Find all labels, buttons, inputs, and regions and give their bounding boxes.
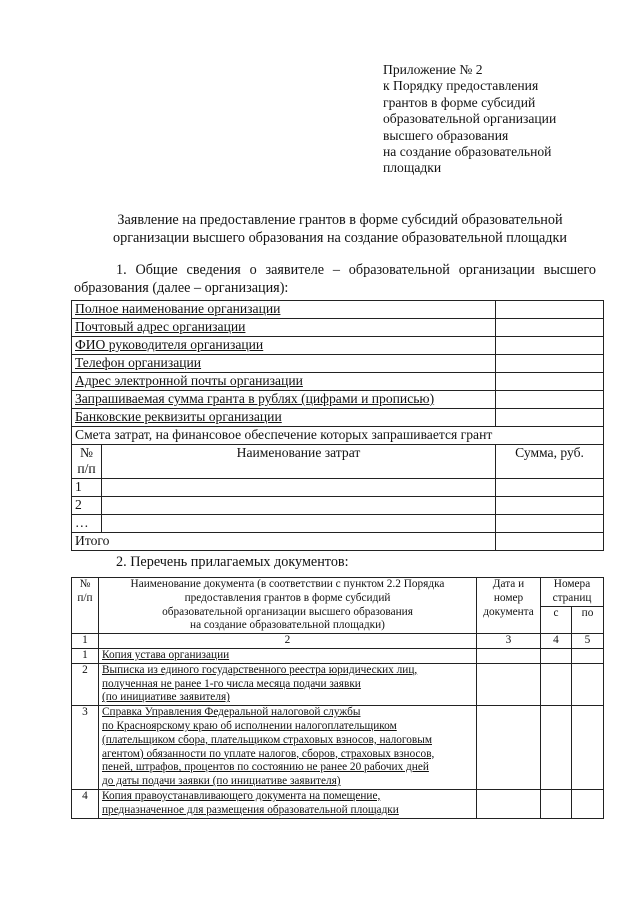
field-value-cell[interactable] [496,355,604,373]
appendix-line: к Порядку предоставления [383,78,539,94]
field-label: Почтовый адрес организации [72,319,496,337]
doc-num: 4 [72,789,99,818]
item-sum-cell[interactable] [496,515,604,533]
appendix-line: грантов в форме субсидий [383,94,536,110]
total-sum-cell[interactable] [496,533,604,551]
doc-page-from-cell[interactable] [541,663,572,705]
table-row [72,533,604,551]
table-header-row [72,578,604,607]
item-num: 2 [72,497,102,515]
item-num: 1 [72,479,102,497]
column-header-date: Дата и номер документа [477,578,541,634]
doc-page-from-cell[interactable] [541,706,572,790]
document-title [70,211,610,247]
doc-date-cell[interactable] [477,648,541,663]
table-row [72,706,604,790]
table-row [72,373,604,391]
doc-date-cell[interactable] [477,706,541,790]
field-label: Адрес электронной почты организации [72,373,496,391]
field-label: Банковские реквизиты организации [72,409,496,427]
index-cell: 1 [72,634,99,649]
column-header-num: № п/п [72,578,99,634]
doc-num: 2 [72,663,99,705]
doc-name: Выписка из единого государственного реестра юридических лиц, полученная не ранее 1-го числа месяца подачи заявки (по инициативе заявителя) [99,663,477,705]
doc-page-to-cell[interactable] [572,789,604,818]
table-row [72,355,604,373]
smeta-label: Смета затрат, на финансовое обеспечение которых запрашивается грант [72,427,604,445]
item-name-cell[interactable] [102,515,496,533]
table-row [72,319,604,337]
doc-name: Справка Управления Федеральной налоговой службы по Красноярскому краю об исполнении налогоплательщиком (плательщиком сбора, плательщиком страховых взносов, налоговым агентом) обязанности по уплате налогов, сборов, страховых взносов, пеней, штрафов, процентов по состоянию не ранее 20 рабочих дней до даты подачи заявки (по инициативе заявителя) [99,706,477,790]
table-row [72,648,604,663]
item-name-cell[interactable] [102,497,496,515]
doc-name: Копия устава организации [99,648,477,663]
section2-title: 2. Перечень прилагаемых документов: [116,554,349,570]
column-header-sum: Сумма, руб. [496,445,604,479]
column-header-num: № п/п [72,445,102,479]
table-row [72,301,604,319]
index-cell: 2 [99,634,477,649]
column-header-pages: Номера страниц [541,578,604,607]
doc-date-cell[interactable] [477,789,541,818]
doc-page-to-cell[interactable] [572,648,604,663]
item-num: … [72,515,102,533]
general-info-table [71,300,604,551]
table-row [72,663,604,705]
item-name-cell[interactable] [102,479,496,497]
doc-date-cell[interactable] [477,663,541,705]
field-value-cell[interactable] [496,337,604,355]
column-header-name: Наименование затрат [102,445,496,479]
appendix-line: на создание образовательной [383,144,552,160]
appendix-header [383,62,623,177]
title-line: Заявление на предоставление грантов в форме субсидий образовательной [117,212,563,228]
appendix-line: Приложение № 2 [383,62,483,77]
field-value-cell[interactable] [496,301,604,319]
field-label: ФИО руководителя организации [72,337,496,355]
index-row [72,634,604,649]
column-header-to: по [572,607,604,634]
column-header-name: Наименование документа (в соответствии с пунктом 2.2 Порядка предоставления грантов в форме субсидий образовательной организации высшего образования на создание образовательной площадки) [99,578,477,634]
field-value-cell[interactable] [496,409,604,427]
section1-intro [74,262,596,297]
table-row [72,479,604,497]
doc-name: Копия правоустанавливающего документа на помещение, предназначенное для размещения образовательной площадки [99,789,477,818]
field-value-cell[interactable] [496,319,604,337]
item-sum-cell[interactable] [496,479,604,497]
documents-table [71,577,604,819]
doc-num: 3 [72,706,99,790]
title-line: организации высшего образования на создание образовательной площадки [113,230,567,246]
doc-page-to-cell[interactable] [572,706,604,790]
field-label: Запрашиваемая сумма гранта в рублях (цифрами и прописью) [72,391,496,409]
table-header-row [72,445,604,479]
column-header-from: с [541,607,572,634]
appendix-line: площадки [383,160,442,176]
field-value-cell[interactable] [496,373,604,391]
doc-page-to-cell[interactable] [572,663,604,705]
table-row [72,337,604,355]
item-sum-cell[interactable] [496,497,604,515]
index-cell: 5 [572,634,604,649]
total-label: Итого [72,533,496,551]
appendix-line: образовательной организации [383,111,557,127]
field-label: Телефон организации [72,355,496,373]
table-row [72,515,604,533]
field-label: Полное наименование организации [72,301,496,319]
section1-line2: образования (далее – организация): [74,279,289,296]
table-row [72,789,604,818]
table-row [72,391,604,409]
appendix-line: высшего образования [383,127,509,143]
section1-line1: 1. Общие сведения о заявителе – образовательной организации высшего [116,262,596,278]
field-value-cell[interactable] [496,391,604,409]
table-row [72,497,604,515]
index-cell: 3 [477,634,541,649]
index-cell: 4 [541,634,572,649]
table-row [72,427,604,445]
doc-page-from-cell[interactable] [541,789,572,818]
table-row [72,409,604,427]
doc-num: 1 [72,648,99,663]
doc-page-from-cell[interactable] [541,648,572,663]
